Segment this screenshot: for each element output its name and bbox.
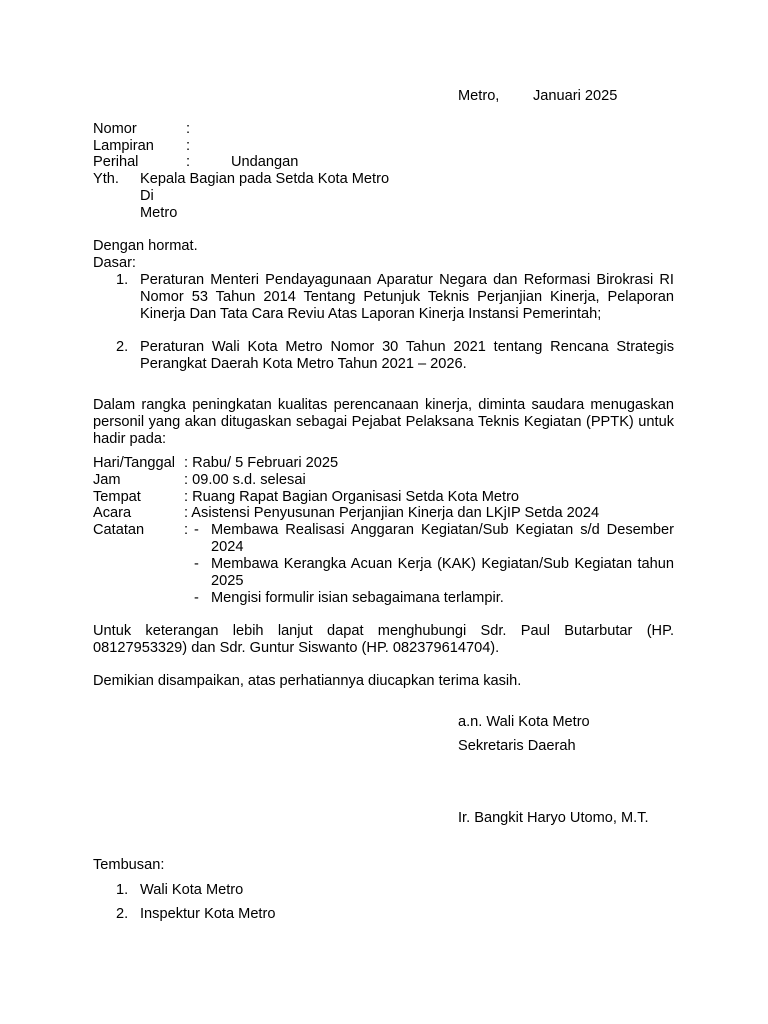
closing-paragraph: Demikian disampaikan, atas perhatiannya diucapkan terima kasih.	[93, 673, 522, 689]
basis-number-1: 1.	[116, 272, 129, 288]
meta-label-nomor: Nomor	[93, 121, 137, 137]
cc-number-1: 1.	[116, 882, 129, 898]
cc-number-2: 2.	[116, 906, 129, 922]
meta-colon-lampiran: :	[186, 138, 191, 154]
letter-date: Januari 2025	[533, 88, 618, 104]
event-label-date: Hari/Tanggal	[93, 455, 175, 471]
event-value-time: : 09.00 s.d. selesai	[184, 472, 306, 488]
greeting: Dengan hormat.	[93, 238, 198, 254]
note-item-3: Mengisi formulir isian sebagaimana terlampir.	[211, 590, 504, 606]
signature-position: Sekretaris Daerah	[458, 738, 576, 754]
note-item-2: Membawa Kerangka Acuan Kerja (KAK) Kegiatan/Sub Kegiatan tahun 2025	[211, 556, 674, 589]
cc-title: Tembusan:	[93, 857, 165, 873]
recipient-prefix: Yth.	[93, 171, 119, 187]
cc-item-1: Wali Kota Metro	[140, 882, 244, 898]
note-dash-1: -	[194, 522, 199, 538]
meta-value-perihal: Undangan	[231, 154, 299, 170]
event-value-date: : Rabu/ 5 Februari 2025	[184, 455, 339, 471]
signature-name: Ir. Bangkit Haryo Utomo, M.T.	[458, 810, 649, 826]
basis-number-2: 2.	[116, 339, 129, 355]
meta-colon-perihal: :	[186, 154, 191, 170]
meta-colon-nomor: :	[186, 121, 191, 137]
contact-paragraph: Untuk keterangan lebih lanjut dapat menghubungi Sdr. Paul Butarbutar (HP. 08127953329) dan Sdr. Guntur Siswanto (HP. 082379614704).	[93, 623, 674, 656]
event-label-notes: Catatan	[93, 522, 145, 538]
meta-label-perihal: Perihal	[93, 154, 139, 170]
event-label-place: Tempat	[93, 489, 141, 505]
basis-item-1: Peraturan Menteri Pendayagunaan Aparatur Negara dan Reformasi Birokrasi RI Nomor 53 Tahun 2014 Tentang Petunjuk Teknis Perjanjian Kinerja, Pelaporan Kinerja Dan Tata Cara Reviu Atas Laporan Kinerja Instansi Pemerintah;	[140, 272, 674, 322]
cc-item-2: Inspektur Kota Metro	[140, 906, 276, 922]
event-label-time: Jam	[93, 472, 121, 488]
letter-place: Metro,	[458, 88, 500, 104]
basis-title: Dasar:	[93, 255, 136, 271]
event-value-place: : Ruang Rapat Bagian Organisasi Setda Kota Metro	[184, 489, 520, 505]
event-label-agenda: Acara	[93, 505, 132, 521]
basis-item-2: Peraturan Wali Kota Metro Nomor 30 Tahun 2021 tentang Rencana Strategis Perangkat Daerah Kota Metro Tahun 2021 – 2026.	[140, 339, 674, 372]
recipient-di: Di	[140, 188, 154, 204]
recipient-city: Metro	[140, 205, 178, 221]
note-item-1: Membawa Realisasi Anggaran Kegiatan/Sub Kegiatan s/d Desember 2024	[211, 522, 674, 555]
note-dash-3: -	[194, 590, 199, 606]
intro-paragraph: Dalam rangka peningkatan kualitas perencanaan kinerja, diminta saudara menugaskan personil yang akan ditugaskan sebagai Pejabat Pelaksana Teknis Kegiatan (PPTK) untuk hadir pada:	[93, 397, 674, 447]
event-value-notes: :	[184, 522, 189, 538]
event-value-agenda: : Asistensi Penyusunan Perjanjian Kinerja dan LKjIP Setda 2024	[184, 505, 600, 521]
recipient-name: Kepala Bagian pada Setda Kota Metro	[140, 171, 390, 187]
meta-label-lampiran: Lampiran	[93, 138, 154, 154]
signature-on-behalf: a.n. Wali Kota Metro	[458, 714, 590, 730]
note-dash-2: -	[194, 556, 199, 572]
